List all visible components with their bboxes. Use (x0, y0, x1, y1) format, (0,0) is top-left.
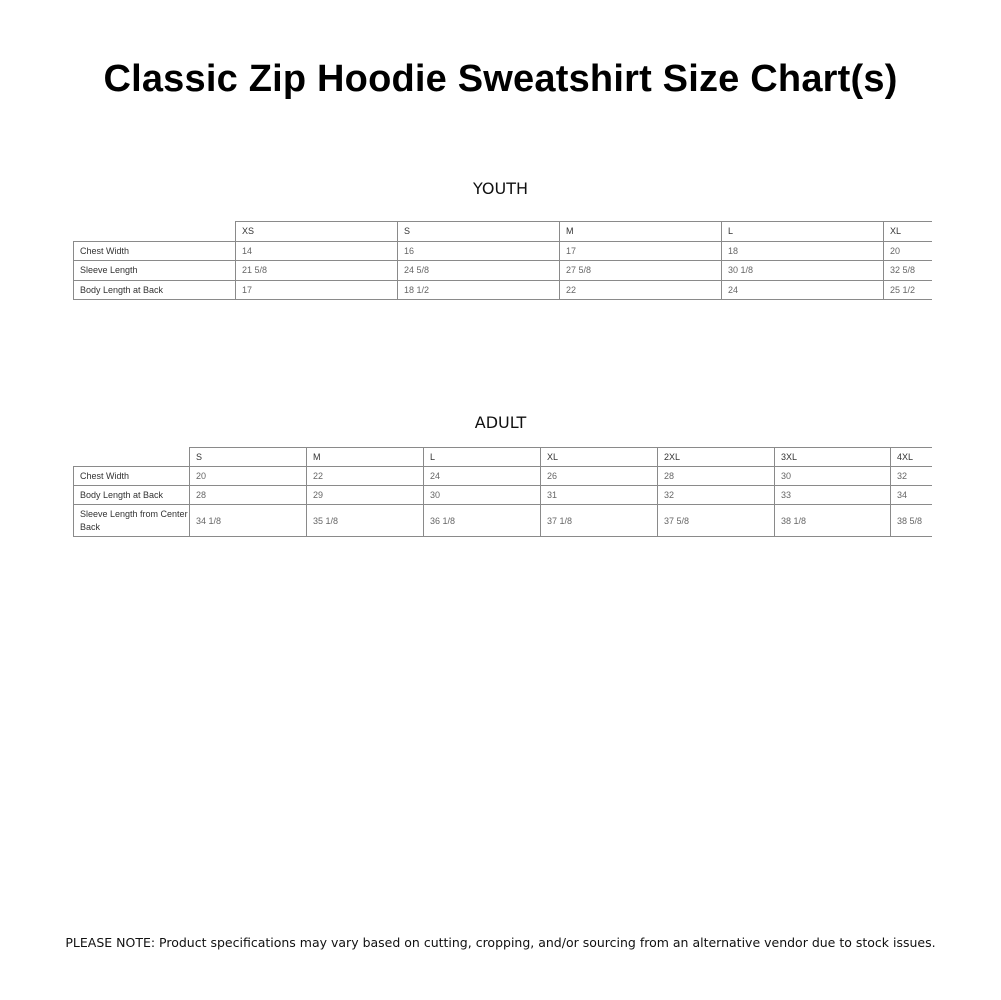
table-cell: 31 (541, 486, 658, 505)
adult-section-title: ADULT (474, 413, 527, 432)
table-cell: 30 (424, 486, 541, 505)
table-cell: 32 5/8 (884, 261, 932, 281)
table-cell: 29 (307, 486, 424, 505)
table-cell: 30 (775, 467, 891, 486)
table-cell: 36 1/8 (424, 505, 541, 537)
size-header-cell: L (424, 448, 541, 467)
table-cell: 17 (560, 241, 722, 261)
row-label: Body Length at Back (74, 280, 236, 300)
table-cell: 34 (891, 486, 932, 505)
size-header-cell: XL (541, 448, 658, 467)
table-cell: 26 (541, 467, 658, 486)
disclaimer-note: PLEASE NOTE: Product specifications may vary based on cutting, cropping, and/or sourcing from an alternative vendor due to stock issues. (65, 935, 936, 950)
table-cell: 17 (236, 280, 398, 300)
youth-section-title: YOUTH (472, 179, 528, 198)
table-cell: 33 (775, 486, 891, 505)
table-cell: 16 (398, 241, 560, 261)
table-cell: 21 5/8 (236, 261, 398, 281)
table-cell: 34 1/8 (190, 505, 307, 537)
size-header-cell: S (190, 448, 307, 467)
table-cell: 37 1/8 (541, 505, 658, 537)
size-header-cell: L (722, 222, 884, 242)
size-header-cell: M (560, 222, 722, 242)
table-row (74, 467, 932, 486)
adult-size-table (73, 447, 932, 537)
table-cell: 24 5/8 (398, 261, 560, 281)
size-header-cell: 2XL (658, 448, 775, 467)
table-cell: 24 (424, 467, 541, 486)
table-cell: 22 (560, 280, 722, 300)
table-header-row (74, 448, 932, 467)
table-row (74, 486, 932, 505)
table-cell: 32 (658, 486, 775, 505)
table-cell: 28 (658, 467, 775, 486)
table-cell: 38 5/8 (891, 505, 932, 537)
size-header-cell: M (307, 448, 424, 467)
row-label: Body Length at Back (74, 486, 190, 505)
table-row (74, 280, 932, 300)
table-cell: 27 5/8 (560, 261, 722, 281)
table-cell: 20 (190, 467, 307, 486)
table-cell: 20 (884, 241, 932, 261)
table-cell: 18 1/2 (398, 280, 560, 300)
page-title: Classic Zip Hoodie Sweatshirt Size Chart(s) (103, 58, 898, 100)
table-cell: 25 1/2 (884, 280, 932, 300)
size-header-cell: 4XL (891, 448, 932, 467)
table-cell: 35 1/8 (307, 505, 424, 537)
table-cell: 32 (891, 467, 932, 486)
table-row (74, 261, 932, 281)
row-label: Sleeve Length (74, 261, 236, 281)
table-corner-cell (74, 222, 236, 242)
size-header-cell: XS (236, 222, 398, 242)
row-label: Chest Width (74, 241, 236, 261)
table-header-row (74, 222, 932, 242)
table-cell: 37 5/8 (658, 505, 775, 537)
youth-size-table (73, 221, 932, 300)
table-cell: 30 1/8 (722, 261, 884, 281)
row-label: Chest Width (74, 467, 190, 486)
size-header-cell: 3XL (775, 448, 891, 467)
table-row (74, 505, 932, 537)
table-row (74, 241, 932, 261)
table-cell: 24 (722, 280, 884, 300)
table-corner-cell (74, 448, 190, 467)
table-cell: 38 1/8 (775, 505, 891, 537)
table-cell: 14 (236, 241, 398, 261)
table-cell: 28 (190, 486, 307, 505)
row-label: Sleeve Length from Center Back (74, 505, 190, 537)
table-cell: 18 (722, 241, 884, 261)
size-header-cell: XL (884, 222, 932, 242)
table-cell: 22 (307, 467, 424, 486)
size-header-cell: S (398, 222, 560, 242)
